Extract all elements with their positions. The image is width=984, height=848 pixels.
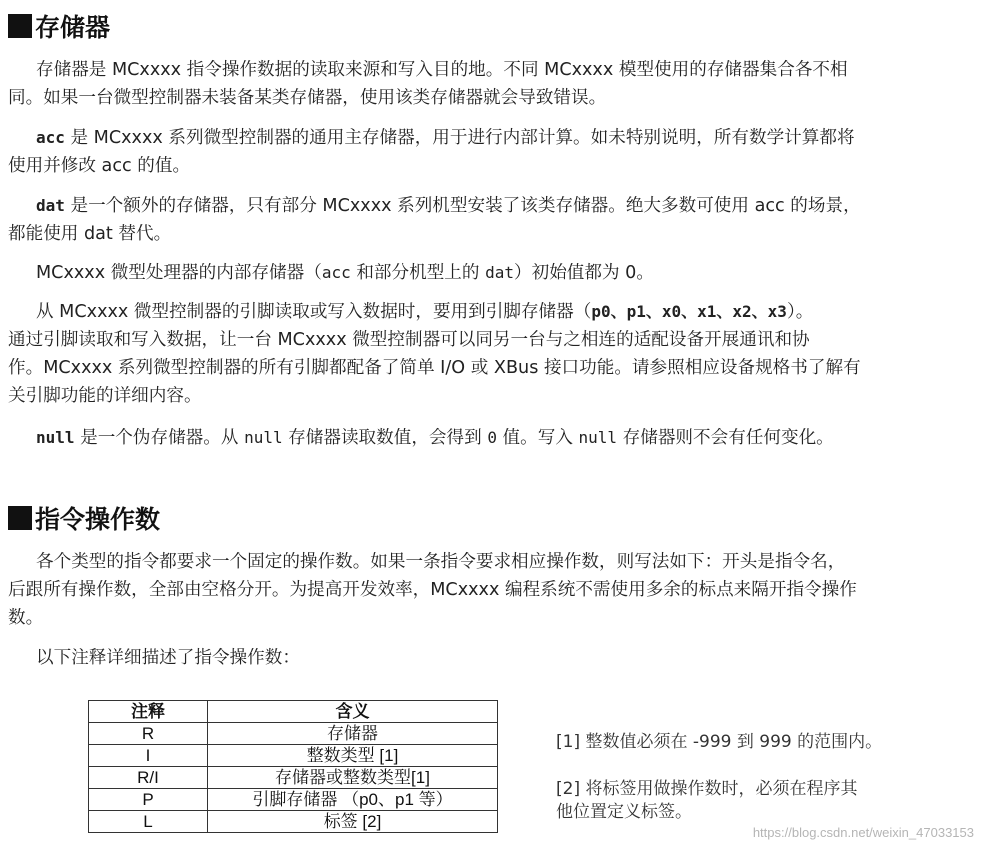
table-cell-key: R/I bbox=[89, 767, 208, 789]
table-row bbox=[89, 723, 498, 745]
code-acc: acc bbox=[321, 263, 351, 282]
code-pins: p0、p1、x0、x1、x2、x3 bbox=[591, 302, 787, 321]
table-header-cell: 含义 bbox=[208, 701, 498, 723]
section-heading-storage bbox=[8, 8, 110, 44]
table-cell-meaning: 存储器 bbox=[208, 723, 498, 745]
text-span: 和部分机型上的 bbox=[350, 263, 486, 283]
paragraph-pin-storage bbox=[8, 298, 976, 410]
table-cell-meaning: 存储器或整数类型[1] bbox=[208, 767, 498, 789]
table-cell-meaning: 标签 [2] bbox=[208, 811, 498, 833]
code-null: null bbox=[578, 428, 618, 447]
table-cell-key: P bbox=[89, 789, 208, 811]
text-span: 值。写入 bbox=[496, 428, 579, 448]
text-line: 关引脚功能的详细内容。 bbox=[8, 386, 202, 406]
text-span: 是 MCxxxx 系列微型控制器的通用主存储器，用于进行内部计算。如未特别说明，所有数学计算都将 bbox=[64, 128, 855, 148]
footnote-2 bbox=[556, 778, 857, 824]
section-title: 存储器 bbox=[35, 13, 111, 42]
table-row bbox=[89, 745, 498, 767]
text-line: 使用并修改 acc 的值。 bbox=[8, 156, 191, 176]
table-header-cell: 注释 bbox=[89, 701, 208, 723]
watermark-url: https://blog.csdn.net/weixin_47033153 bbox=[752, 825, 974, 840]
text-span: ）初始值都为 0。 bbox=[514, 263, 654, 283]
text-span: 是一个额外的存储器，只有部分 MCxxxx 系列机型安装了该类存储器。绝大多数可使用 acc 的场景， bbox=[64, 196, 861, 216]
paragraph-acc bbox=[8, 124, 976, 180]
text-line: 数。 bbox=[8, 608, 44, 628]
section-title: 指令操作数 bbox=[35, 505, 161, 534]
table-cell-meaning: 整数类型 [1] bbox=[208, 745, 498, 767]
code-zero: 0 bbox=[487, 428, 497, 447]
table-cell-meaning: 引脚存储器 （p0、p1 等） bbox=[208, 789, 498, 811]
text-line bbox=[8, 298, 976, 326]
text-span: ）。 bbox=[786, 302, 814, 322]
code-acc: acc bbox=[36, 128, 65, 147]
paragraph-dat bbox=[8, 192, 976, 248]
text-line: 存储器是 MCxxxx 指令操作数据的读取来源和写入目的地。不同 MCxxxx 模型使用的存储器集合各不相 bbox=[36, 60, 848, 80]
text-span: 是一个伪存储器。从 bbox=[74, 428, 245, 448]
paragraph-initial-value bbox=[8, 259, 976, 287]
text-line bbox=[8, 259, 976, 287]
text-line: 都能使用 dat 替代。 bbox=[8, 224, 172, 244]
table-row bbox=[89, 811, 498, 833]
code-null: null bbox=[36, 428, 75, 447]
text-line: 以下注释详细描述了指令操作数： bbox=[36, 648, 300, 668]
code-dat: dat bbox=[36, 196, 65, 215]
paragraph-operand-syntax bbox=[8, 548, 976, 632]
text-span: 存储器读取数值，会得到 bbox=[282, 428, 488, 448]
table-cell-key: I bbox=[89, 745, 208, 767]
text-line: [2] 将标签用做操作数时，必须在程序其 bbox=[556, 779, 858, 799]
text-line bbox=[8, 124, 976, 152]
text-span: 存储器则不会有任何变化。 bbox=[617, 428, 834, 448]
text-line: 通过引脚读取和写入数据，让一台 MCxxxx 微型控制器可以同另一台与之相连的适配设备开展通讯和协 bbox=[8, 330, 810, 350]
table-row bbox=[89, 789, 498, 811]
text-line: 作。MCxxxx 系列微型控制器的所有引脚都配备了简单 I/O 或 XBus 接口功能。请参照相应设备规格书了解有 bbox=[8, 358, 861, 378]
text-span: 从 MCxxxx 微型控制器的引脚读取或写入数据时，要用到引脚存储器（ bbox=[36, 302, 592, 322]
text-span: MCxxxx 微型处理器的内部存储器（ bbox=[36, 263, 322, 283]
table-cell-key: R bbox=[89, 723, 208, 745]
footnote-1: [1] 整数值必须在 -999 到 999 的范围内。 bbox=[556, 732, 883, 752]
table-row bbox=[89, 767, 498, 789]
paragraph-storage-intro bbox=[8, 56, 976, 112]
text-line bbox=[8, 424, 976, 452]
heading-square-icon bbox=[8, 14, 32, 38]
table-cell-key: L bbox=[89, 811, 208, 833]
text-line: 各个类型的指令都要求一个固定的操作数。如果一条指令要求相应操作数，则写法如下：开头是指令名， bbox=[36, 552, 846, 572]
text-line: 同。如果一台微型控制器未装备某类存储器，使用该类存储器就会导致错误。 bbox=[8, 88, 607, 108]
text-line bbox=[8, 192, 976, 220]
paragraph-operand-notes-intro bbox=[8, 644, 976, 672]
code-null: null bbox=[244, 428, 283, 447]
text-line: 他位置定义标签。 bbox=[556, 802, 692, 822]
table-header-row bbox=[89, 701, 498, 723]
code-dat: dat bbox=[485, 263, 514, 282]
text-line: 后跟所有操作数，全部由空格分开。为提高开发效率，MCxxxx 编程系统不需使用多余的标点来隔开指令操作 bbox=[8, 580, 857, 600]
section-heading-operands bbox=[8, 500, 160, 536]
operand-table bbox=[88, 700, 498, 833]
heading-square-icon bbox=[8, 506, 32, 530]
paragraph-null bbox=[8, 424, 976, 452]
